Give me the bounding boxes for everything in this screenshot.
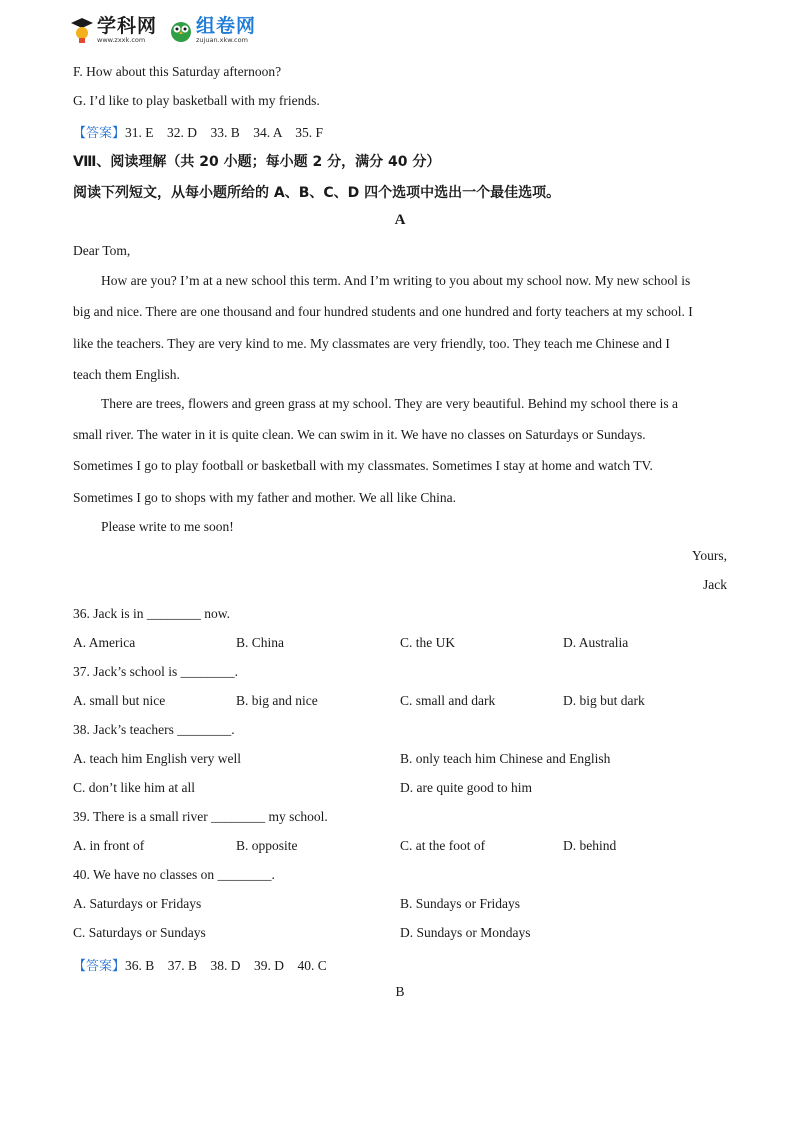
question-39-stem: 39. There is a small river ________ my school. — [73, 809, 328, 824]
zujuan-logo[interactable] — [169, 16, 256, 44]
letter-p3: Please write to me soon! — [101, 519, 234, 534]
q40-option-c: C. Saturdays or Sundays — [73, 925, 206, 940]
letter-p2-line: small river. The water in it is quite clean. We can swim in it. We have no classes on Saturdays or Sundays. — [73, 427, 646, 442]
q40-option-d: D. Sundays or Mondays — [400, 925, 531, 940]
question-38-stem: 38. Jack’s teachers ________. — [73, 722, 235, 737]
zxxk-logo[interactable] — [70, 16, 157, 44]
q39-option-b: B. opposite — [236, 838, 298, 853]
q39-option-d: D. behind — [563, 838, 617, 853]
letter-p1-line: teach them English. — [73, 367, 180, 382]
q37-option-d: D. big but dark — [563, 693, 645, 708]
letter-p2-line: Sometimes I go to shops with my father and mother. We all like China. — [73, 490, 456, 505]
letter-p1-line: like the teachers. They are very kind to me. My classmates are very friendly, too. They teach me Chinese and I — [73, 336, 670, 351]
answer-line-2 — [73, 955, 327, 974]
q37-option-a: A. small but nice — [73, 693, 166, 708]
passage-a-heading: A — [394, 212, 406, 228]
q36-option-a: A. America — [73, 635, 136, 650]
answer-text: 36. B 37. B 38. D 39. D 40. C — [125, 958, 327, 973]
q39-option-a: A. in front of — [73, 838, 145, 853]
owl-icon — [169, 16, 193, 44]
q40-option-b: B. Sundays or Fridays — [400, 896, 521, 911]
answer-tag: 【答案】 — [73, 959, 126, 974]
letter-p1-line: How are you? I’m at a new school this term. And I’m writing to you about my school now. My new school is — [101, 273, 691, 288]
q38-option-c: C. don’t like him at all — [73, 780, 195, 795]
zxxk-logo-url: www.zxxk.com — [97, 36, 146, 44]
letter-closing: Yours, — [691, 548, 727, 563]
section-instruction: 阅读下列短文，从每小题所给的 A、B、C、D 四个选项中选出一个最佳选项。 — [73, 185, 561, 201]
section-title: Ⅷ、阅读理解（共 20 小题；每小题 2 分，满分 40 分） — [73, 154, 441, 170]
answer-line-1 — [73, 122, 323, 141]
letter-signature: Jack — [703, 577, 727, 592]
q37-option-c: C. small and dark — [400, 693, 496, 708]
q38-option-d: D. are quite good to him — [400, 780, 532, 795]
q36-option-c: C. the UK — [400, 635, 456, 650]
answer-tag: 【答案】 — [73, 126, 126, 141]
letter-p2-line: Sometimes I go to play football or basketball with my classmates. Sometimes I stay at home and watch TV. — [73, 458, 653, 473]
q37-option-b: B. big and nice — [236, 693, 318, 708]
passage-b-heading: B — [395, 984, 405, 999]
question-37-stem: 37. Jack’s school is ________. — [73, 664, 238, 679]
header-logos — [70, 10, 268, 50]
option-g: G. I’d like to play basketball with my friends. — [73, 93, 320, 108]
q40-option-a: A. Saturdays or Fridays — [73, 896, 202, 911]
question-36-stem: 36. Jack is in ________ now. — [73, 606, 230, 621]
zujuan-logo-text: 组卷网 — [196, 15, 257, 37]
q38-option-b: B. only teach him Chinese and English — [400, 751, 611, 766]
q39-option-c: C. at the foot of — [400, 838, 486, 853]
letter-greeting: Dear Tom, — [73, 243, 131, 258]
letter-p2-line: There are trees, flowers and green grass at my school. They are very beautiful. Behind my school there is a — [101, 396, 679, 411]
zxxk-logo-text: 学科网 — [97, 15, 158, 37]
option-f: F. How about this Saturday afternoon? — [73, 64, 282, 79]
q36-option-d: D. Australia — [563, 635, 629, 650]
zujuan-logo-url: zujuan.xkw.com — [196, 36, 248, 44]
q38-option-a: A. teach him English very well — [73, 751, 241, 766]
answer-text: 31. E 32. D 33. B 34. A 35. F — [125, 125, 324, 140]
letter-p1-line: big and nice. There are one thousand and four hundred students and one hundred and forty teachers at my school. I — [73, 304, 693, 319]
q36-option-b: B. China — [236, 635, 285, 650]
question-40-stem: 40. We have no classes on ________. — [73, 867, 275, 882]
graduate-icon — [70, 16, 94, 44]
